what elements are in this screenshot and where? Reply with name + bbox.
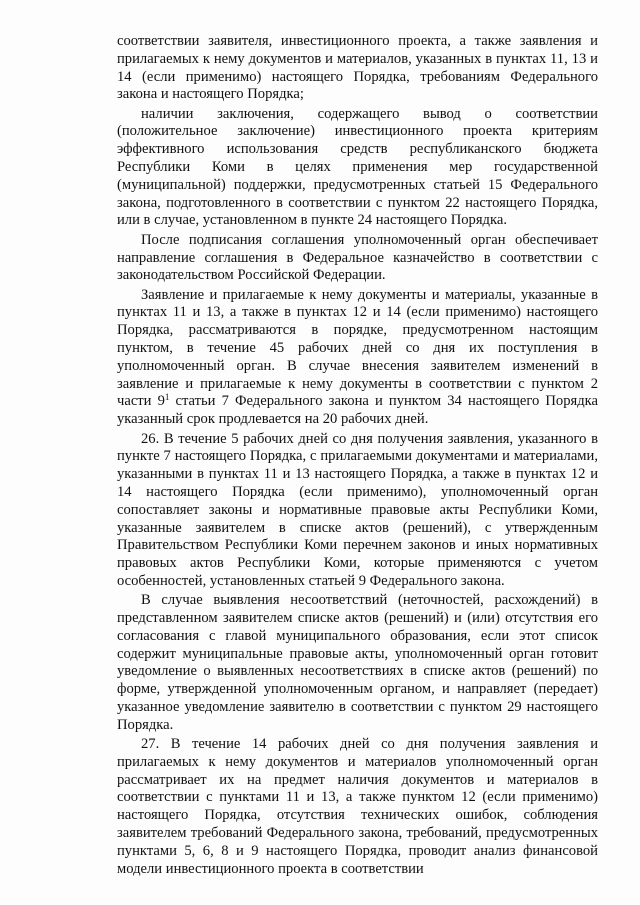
paragraph — [117, 736, 598, 878]
paragraph-text: 26. В течение 5 рабочих дней со дня получения заявления, указанного в пункте 7 настоящего Порядка, с прилагаемыми документами и материалами, указанными в пунктах 11 и 13 настоящего Порядка, а также в пунктах 12 и 14 настоящего Порядка (если применимо), уполномоченный орган сопоставляет законы и нормативные правовые акты Республики Коми, указанные заявителем в списке актов (решений), с утвержденным Правительством Республики Коми перечнем законов и иных нормативных правовых актов Республики Коми, которые применяются с учетом особенностей, установленных статьей 9 Федерального закона. — [117, 430, 598, 589]
paragraph — [117, 33, 598, 104]
paragraph — [117, 287, 598, 429]
superscript: 1 — [164, 392, 170, 403]
paragraph — [117, 232, 598, 285]
paragraph — [117, 106, 598, 231]
paragraph-text: 27. В течение 14 рабочих дней со дня получения заявления и прилагаемых к нему документов и материалов уполномоченный орган рассматривает их на предмет наличия документов и материалов в соответствии с пунктами 11 и 13, а также пунктом 12 (если применимо) настоящего Порядка, отсутствия технических ошибок, соблюдения заявителем требований Федерального закона, требований, предусмотренных пунктами 5, 6, 8 и 9 настоящего Порядка, проводит анализ финансовой модели инвестиционного проекта в соответствии — [117, 736, 598, 877]
paragraph-text: соответствии заявителя, инвестиционного проекта, а также заявления и прилагаемых к нему документов и материалов, указанных в пунктах 11, 13 и 14 (если применимо) настоящего Порядка, требованиям Федерального закона и настоящего Порядка; — [117, 33, 598, 103]
paragraph-text: В случае выявления несоответствий (неточностей, расхождений) в представленном заявителем списке актов (решений) и (или) отсутствия его согласования с главой муниципального образования, если этот список содержит муниципальные правовые акты, уполномоченный орган готовит уведомление о выявленных несоответствиях в списке актов (решений) по форме, утвержденной уполномоченным органом, и направляет (передает) указанное уведомление заявителю в соответствии с пунктом 29 настоящего Порядка. — [117, 592, 598, 733]
paragraph — [117, 592, 598, 734]
paragraph — [117, 431, 598, 591]
paragraph-text: После подписания соглашения уполномоченный орган обеспечивает направление соглашения в Федеральное казначейство в соответствии с законодательством Российской Федерации. — [117, 231, 598, 284]
document-body — [117, 33, 598, 880]
paragraph-text: Заявление и прилагаемые к нему документы и материалы, указанные в пунктах 11 и 13, а также в пунктах 12 и 14 (если применимо) настоящего Порядка, рассматриваются в порядке, предусмотренном настоящим пунктом, в течение 45 рабочих дней со дня их поступления в уполномоченный орган. В случае внесения заявителем изменений в заявление и прилагаемые к нему документы в соответствии с пунктом 2 части 9 — [117, 286, 598, 410]
paragraph-text: статьи 7 Федерального закона и пунктом 34 настоящего Порядка указанный срок продлевается на 20 рабочих дней. — [117, 393, 598, 428]
paragraph-text: наличии заключения, содержащего вывод о соответствии (положительное заключение) инвестиционного проекта критериям эффективного использования средств республиканского бюджета Республики Коми в целях применения мер государственной (муниципальной) поддержки, предусмотренных статьей 15 Федерального закона, подготовленного в соответствии с пунктом 22 настоящего Порядка, или в случае, установленном в пункте 24 настоящего Порядка. — [117, 105, 598, 229]
